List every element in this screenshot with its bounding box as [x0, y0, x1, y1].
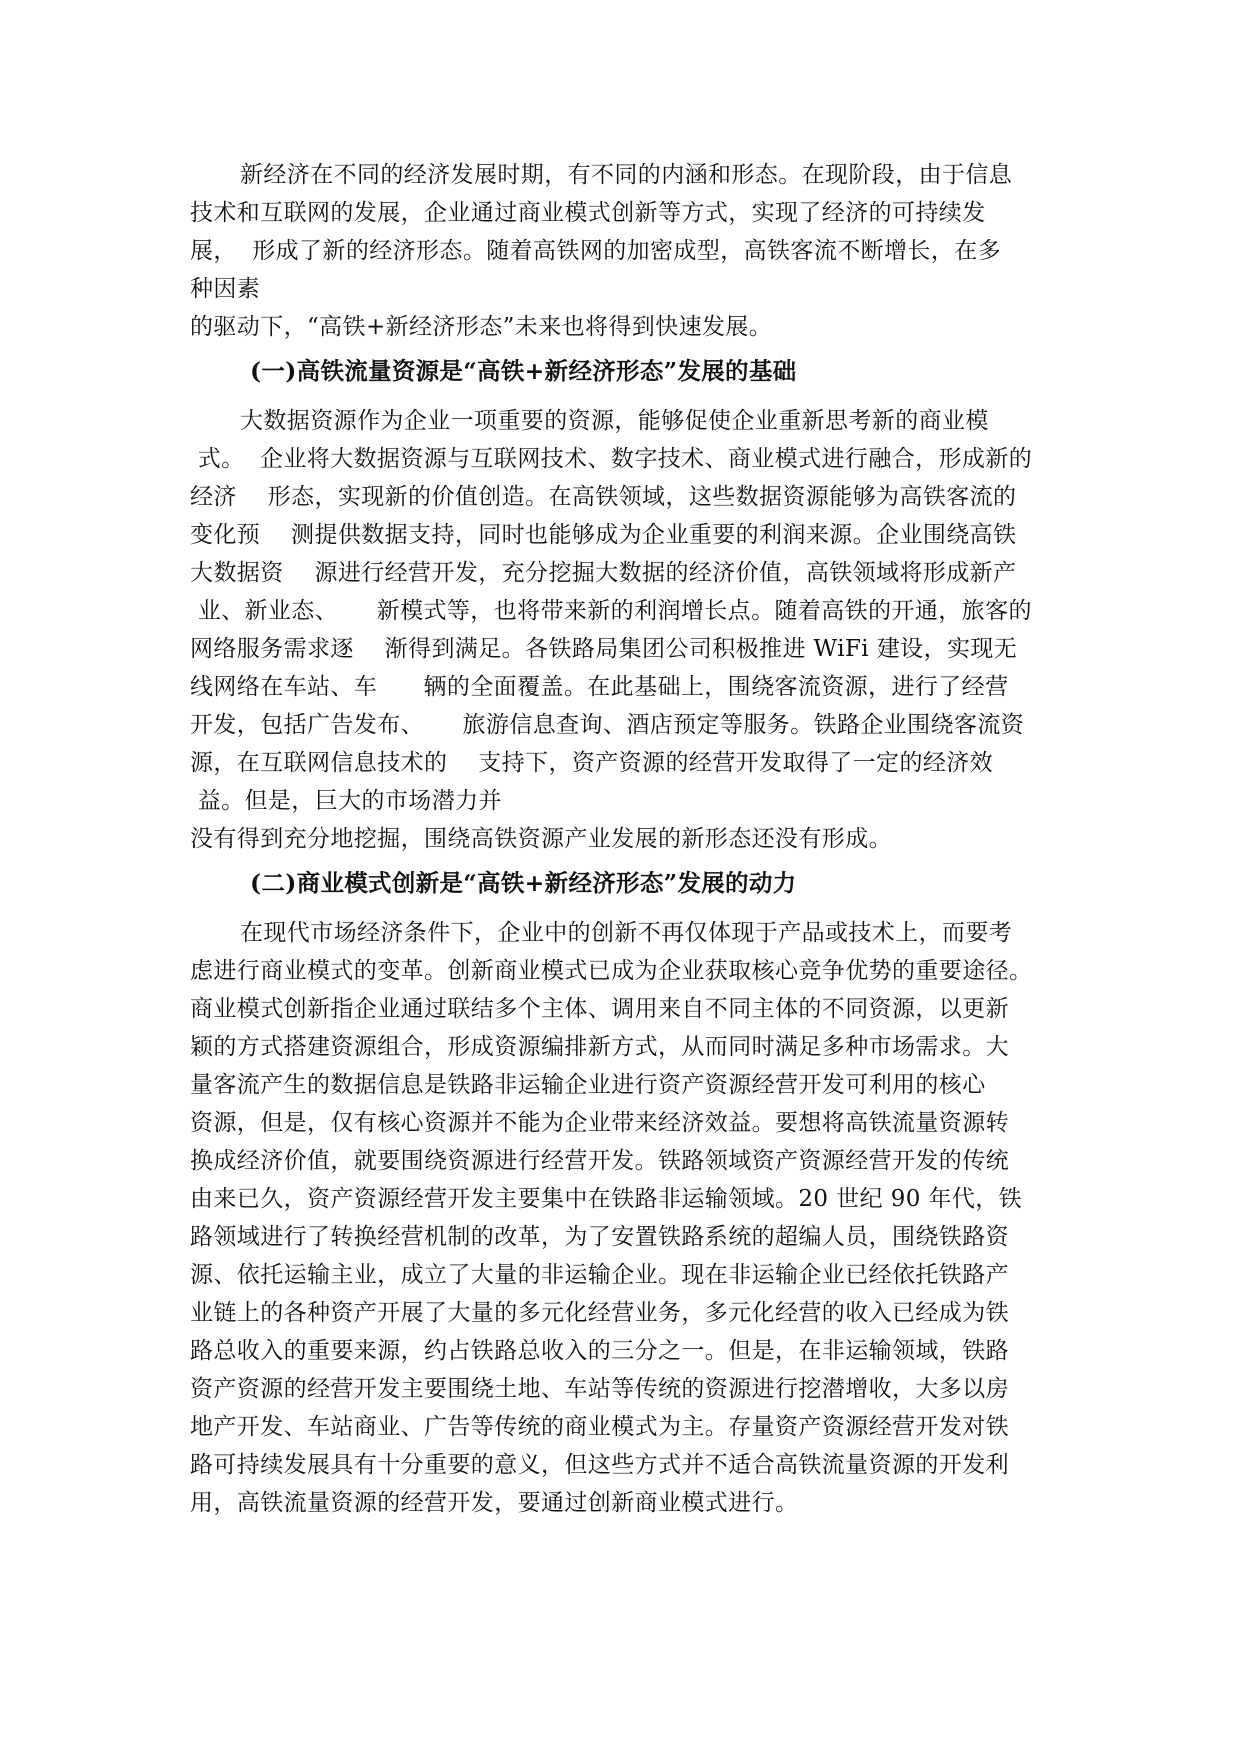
text-line: 量客流产生的数据信息是铁路非运输企业进行资产资源经营开发可利用的核心 — [190, 1072, 986, 1098]
text-line: 展， 形成了新的经济形态。随着高铁网的加密成型，高铁客流不断增长，在多 — [190, 238, 1002, 264]
text-line: 经济 形态，实现新的价值创造。在高铁领域，这些数据资源能够为高铁客流的 — [190, 484, 1017, 510]
text-line: 开发，包括广告发布、 旅游信息查询、酒店预定等服务。铁路企业围绕客流资 — [190, 712, 1025, 738]
text-line: 变化预 测提供数据支持，同时也能够成为企业重要的利润来源。企业围绕高铁 — [190, 522, 1017, 548]
text-line: 种因素 — [190, 276, 261, 302]
text-line: 在现代市场经济条件下，企业中的创新不再仅体现于产品或技术上，而要考 — [240, 920, 1013, 946]
text-line: 路可持续发展具有十分重要的意义，但这些方式并不适合高铁流量资源的开发利 — [190, 1452, 1009, 1478]
text-line: 业、新业态、 新模式等，也将带来新的利润增长点。随着高铁的开通，旅客的 — [190, 598, 1032, 624]
text-line: 益。但是，巨大的市场潜力并 — [190, 788, 502, 814]
text-line: 路领域进行了转换经营机制的改革，为了安置铁路系统的超编人员，围绕铁路资 — [190, 1224, 1009, 1250]
text-line: 颖的方式搭建资源组合，形成资源编排新方式，从而同时满足多种市场需求。大 — [190, 1034, 1009, 1060]
text-line: 新经济在不同的经济发展时期，有不同的内涵和形态。在现阶段，由于信息 — [240, 162, 1013, 188]
text-line: 源，在互联网信息技术的 支持下，资产资源的经营开发取得了一定的经济效 — [190, 750, 994, 776]
text-line: 源、依托运输主业，成立了大量的非运输企业。现在非运输企业已经依托铁路产 — [190, 1262, 1009, 1288]
section2-heading: (二)商业模式创新是“高铁+新经济形态”发展的动力 — [250, 869, 797, 897]
text-line: 路总收入的重要来源，约占铁路总收入的三分之一。但是，在非运输领域，铁路 — [190, 1338, 1009, 1364]
text-line: 技术和互联网的发展，企业通过商业模式创新等方式，实现了经济的可持续发 — [190, 200, 986, 226]
text-line: 资源，但是，仅有核心资源并不能为企业带来经济效益。要想将高铁流量资源转 — [190, 1110, 1009, 1136]
text-line: 大数据资 源进行经营开发，充分挖掘大数据的经济价值，高铁领域将形成新产 — [190, 560, 1017, 586]
text-line: 没有得到充分地挖掘，围绕高铁资源产业发展的新形态还没有形成。 — [190, 826, 892, 852]
text-line: 地产开发、车站商业、广告等传统的商业模式为主。存量资产资源经营开发对铁 — [190, 1414, 1009, 1440]
text-line: 的驱动下，“高铁+新经济形态”未来也将得到快速发展。 — [190, 314, 773, 340]
text-line: 线网络在车站、车 辆的全面覆盖。在此基础上，围绕客流资源，进行了经营 — [190, 674, 1009, 700]
text-line: 业链上的各种资产开展了大量的多元化经营业务，多元化经营的收入已经成为铁 — [190, 1300, 1009, 1326]
text-line: 式。 企业将大数据资源与互联网技术、数字技术、商业模式进行融合，形成新的 — [190, 446, 1033, 472]
text-line: 资产资源的经营开发主要围绕土地、车站等传统的资源进行挖潜增收，大多以房 — [190, 1376, 1009, 1402]
text-line: 由来已久，资产资源经营开发主要集中在铁路非运输领域。20 世纪 90 年代，铁 — [190, 1186, 1023, 1212]
text-line: 商业模式创新指企业通过联结多个主体、调用来自不同主体的不同资源，以更新 — [190, 996, 1009, 1022]
text-line: 虑进行商业模式的变革。创新商业模式已成为企业获取核心竞争优势的重要途径。 — [190, 958, 1033, 984]
text-line: 大数据资源作为企业一项重要的资源，能够促使企业重新思考新的商业模 — [240, 408, 989, 434]
section1-heading: (一)高铁流量资源是“高铁+新经济形态”发展的基础 — [250, 357, 797, 385]
text-line: 换成经济价值，就要围绕资源进行经营开发。铁路领域资产资源经营开发的传统 — [190, 1148, 1009, 1174]
text-line: 用，高铁流量资源的经营开发，要通过创新商业模式进行。 — [190, 1490, 799, 1516]
text-line: 网络服务需求逐 渐得到满足。各铁路局集团公司积极推进 WiFi 建设，实现无 — [190, 636, 1018, 662]
